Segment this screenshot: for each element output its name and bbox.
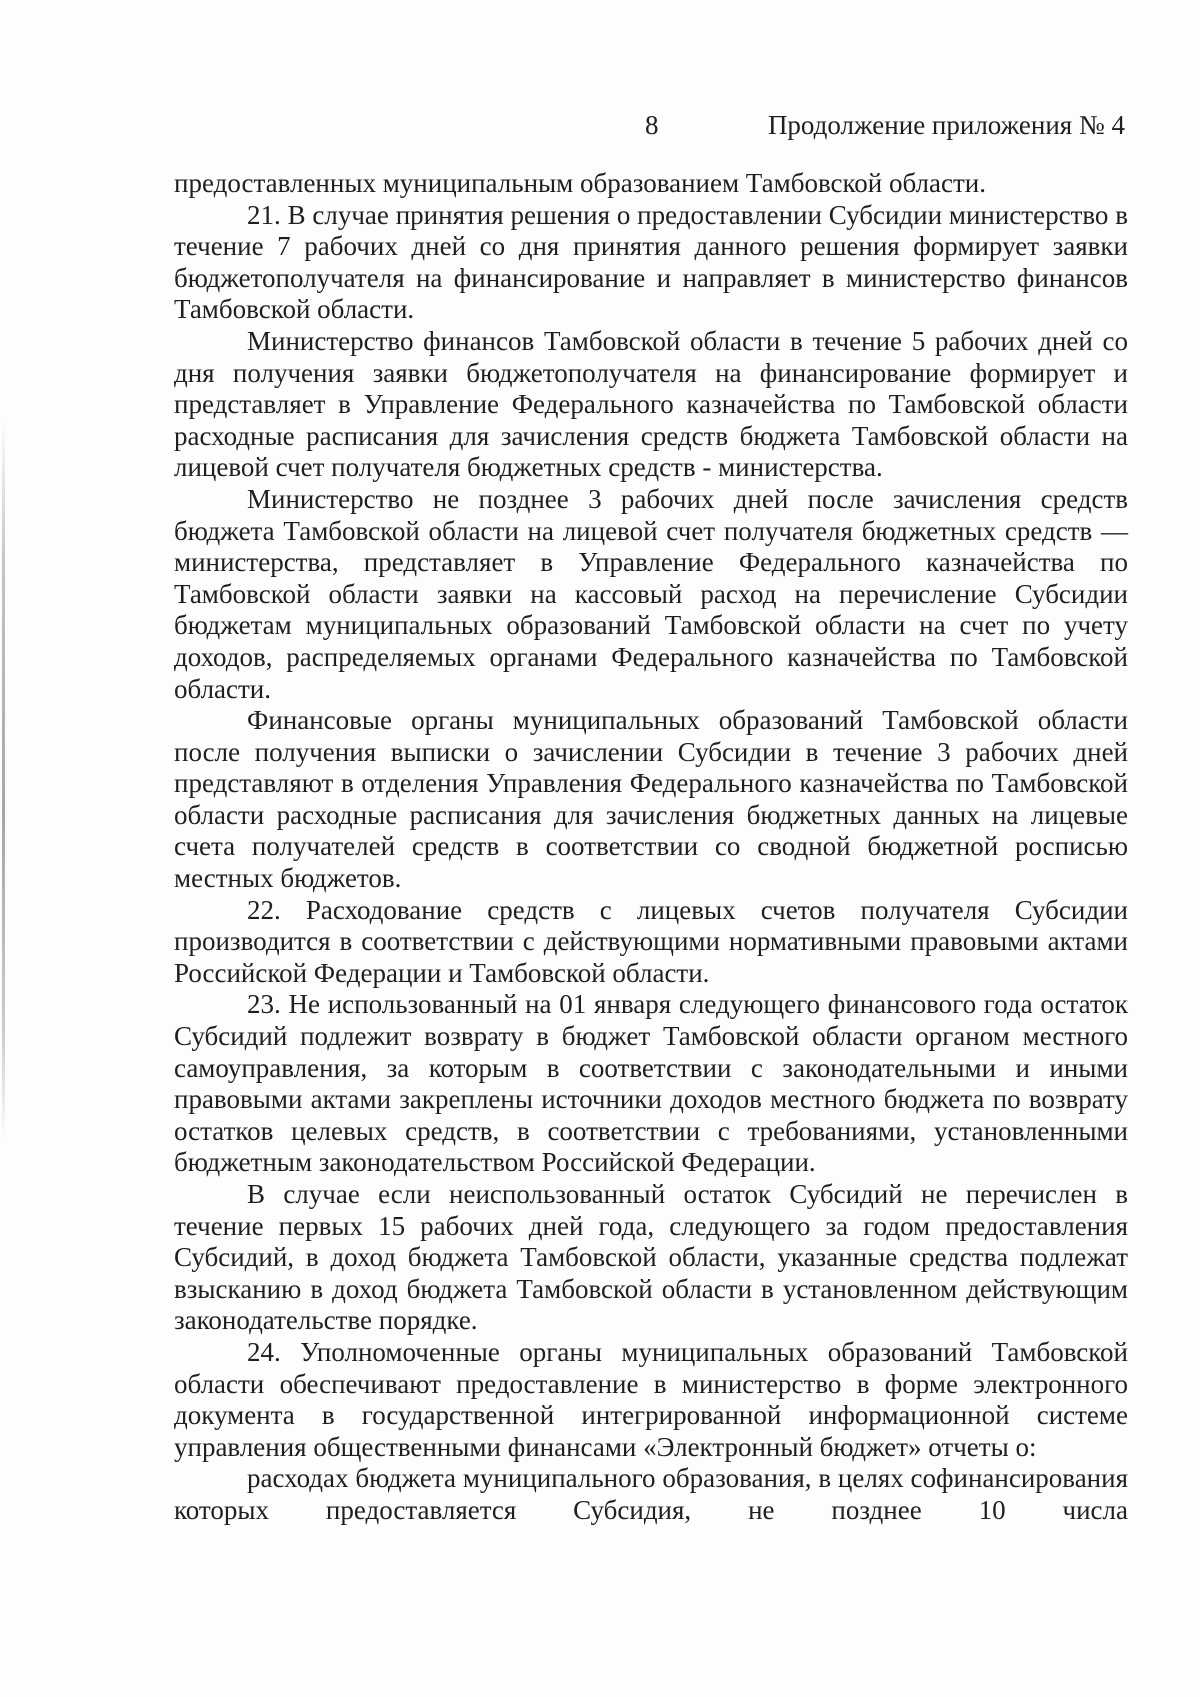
paragraph-finance-ministry: Министерство финансов Тамбовской области в течение 5 рабочих дней со дня получения заявки бюджетополучателя на финансирование формирует и представляет в Управление Федерального казначейства по Тамбовской области расходные расписания для зачисления средств бюджета Тамбовской области на лицевой счет получателя бюджетных средств - министерства. [174, 325, 1128, 483]
page-number: 8 [645, 110, 659, 140]
paragraph-clause-21: 21. В случае принятия решения о предоставлении Субсидии министерство в течение 7 рабочих дней со дня принятия данного решения формирует заявки бюджетополучателя на финансирование и направляет в министерство финансов Тамбовской области. [174, 199, 1128, 325]
paragraph-reports-expenses: расходах бюджета муниципального образования, в целях софинансирования которых предоставляется Субсидия, не позднее 10 числа [174, 1463, 1128, 1525]
appendix-continuation-note: Продолжение приложения № 4 [767, 110, 1125, 140]
paragraph-unreturned-balance: В случае если неиспользованный остаток Субсидий не перечислен в течение первых 15 рабочих дней года, следующего за годом предоставления Субсидий, в доход бюджета Тамбовской области, указанные средства подлежат взысканию в доход бюджета Тамбовской области в установленном действующим законодательстве порядке. [174, 1179, 1128, 1336]
page-header [0, 110, 1200, 150]
paragraph-ministry-transfer: Министерство не позднее 3 рабочих дней после зачисления средств бюджета Тамбовской области на лицевой счет получателя бюджетных средств — министерства, представляет в Управление Федерального казначейства по Тамбовской области заявки на кассовый расход на перечисление Субсидии бюджетам муниципальных образований Тамбовской области на счет по учету доходов, распределяемых органами Федерального казначейства по Тамбовской области. [174, 483, 1128, 704]
paragraph-financial-bodies: Финансовые органы муниципальных образований Тамбовской области после получения выписки о зачислении Субсидии в течение 3 рабочих дней представляют в отделения Управления Федерального казначейства по Тамбовской области расходные расписания для зачисления бюджетных данных на лицевые счета получателей средств в соответствии со сводной бюджетной росписью местных бюджетов. [174, 705, 1128, 894]
document-body [174, 168, 1128, 1527]
paragraph-continuation: предоставленных муниципальным образованием Тамбовской области. [174, 168, 986, 198]
scan-edge-shadow [2, 420, 5, 1140]
paragraph-clause-22: 22. Расходование средств с лицевых счетов получателя Субсидии производится в соответствии с действующими нормативными правовыми актами Российской Федерации и Тамбовской области. [174, 894, 1128, 988]
paragraph-clause-24: 24. Уполномоченные органы муниципальных образований Тамбовской области обеспечивают предоставление в министерство в форме электронного документа в государственной интегрированной информационной системе управления общественными финансами «Электронный бюджет» отчеты о: [174, 1336, 1128, 1462]
paragraph-clause-23: 23. Не использованный на 01 января следующего финансового года остаток Субсидий подлежит возврату в бюджет Тамбовской области органом местного самоуправления, за которым в соответствии с законодательными и иными правовыми актами закреплены источники доходов местного бюджета по возврату остатков целевых средств, в соответствии с требованиями, установленными бюджетным законодательством Российской Федерации. [174, 989, 1128, 1178]
